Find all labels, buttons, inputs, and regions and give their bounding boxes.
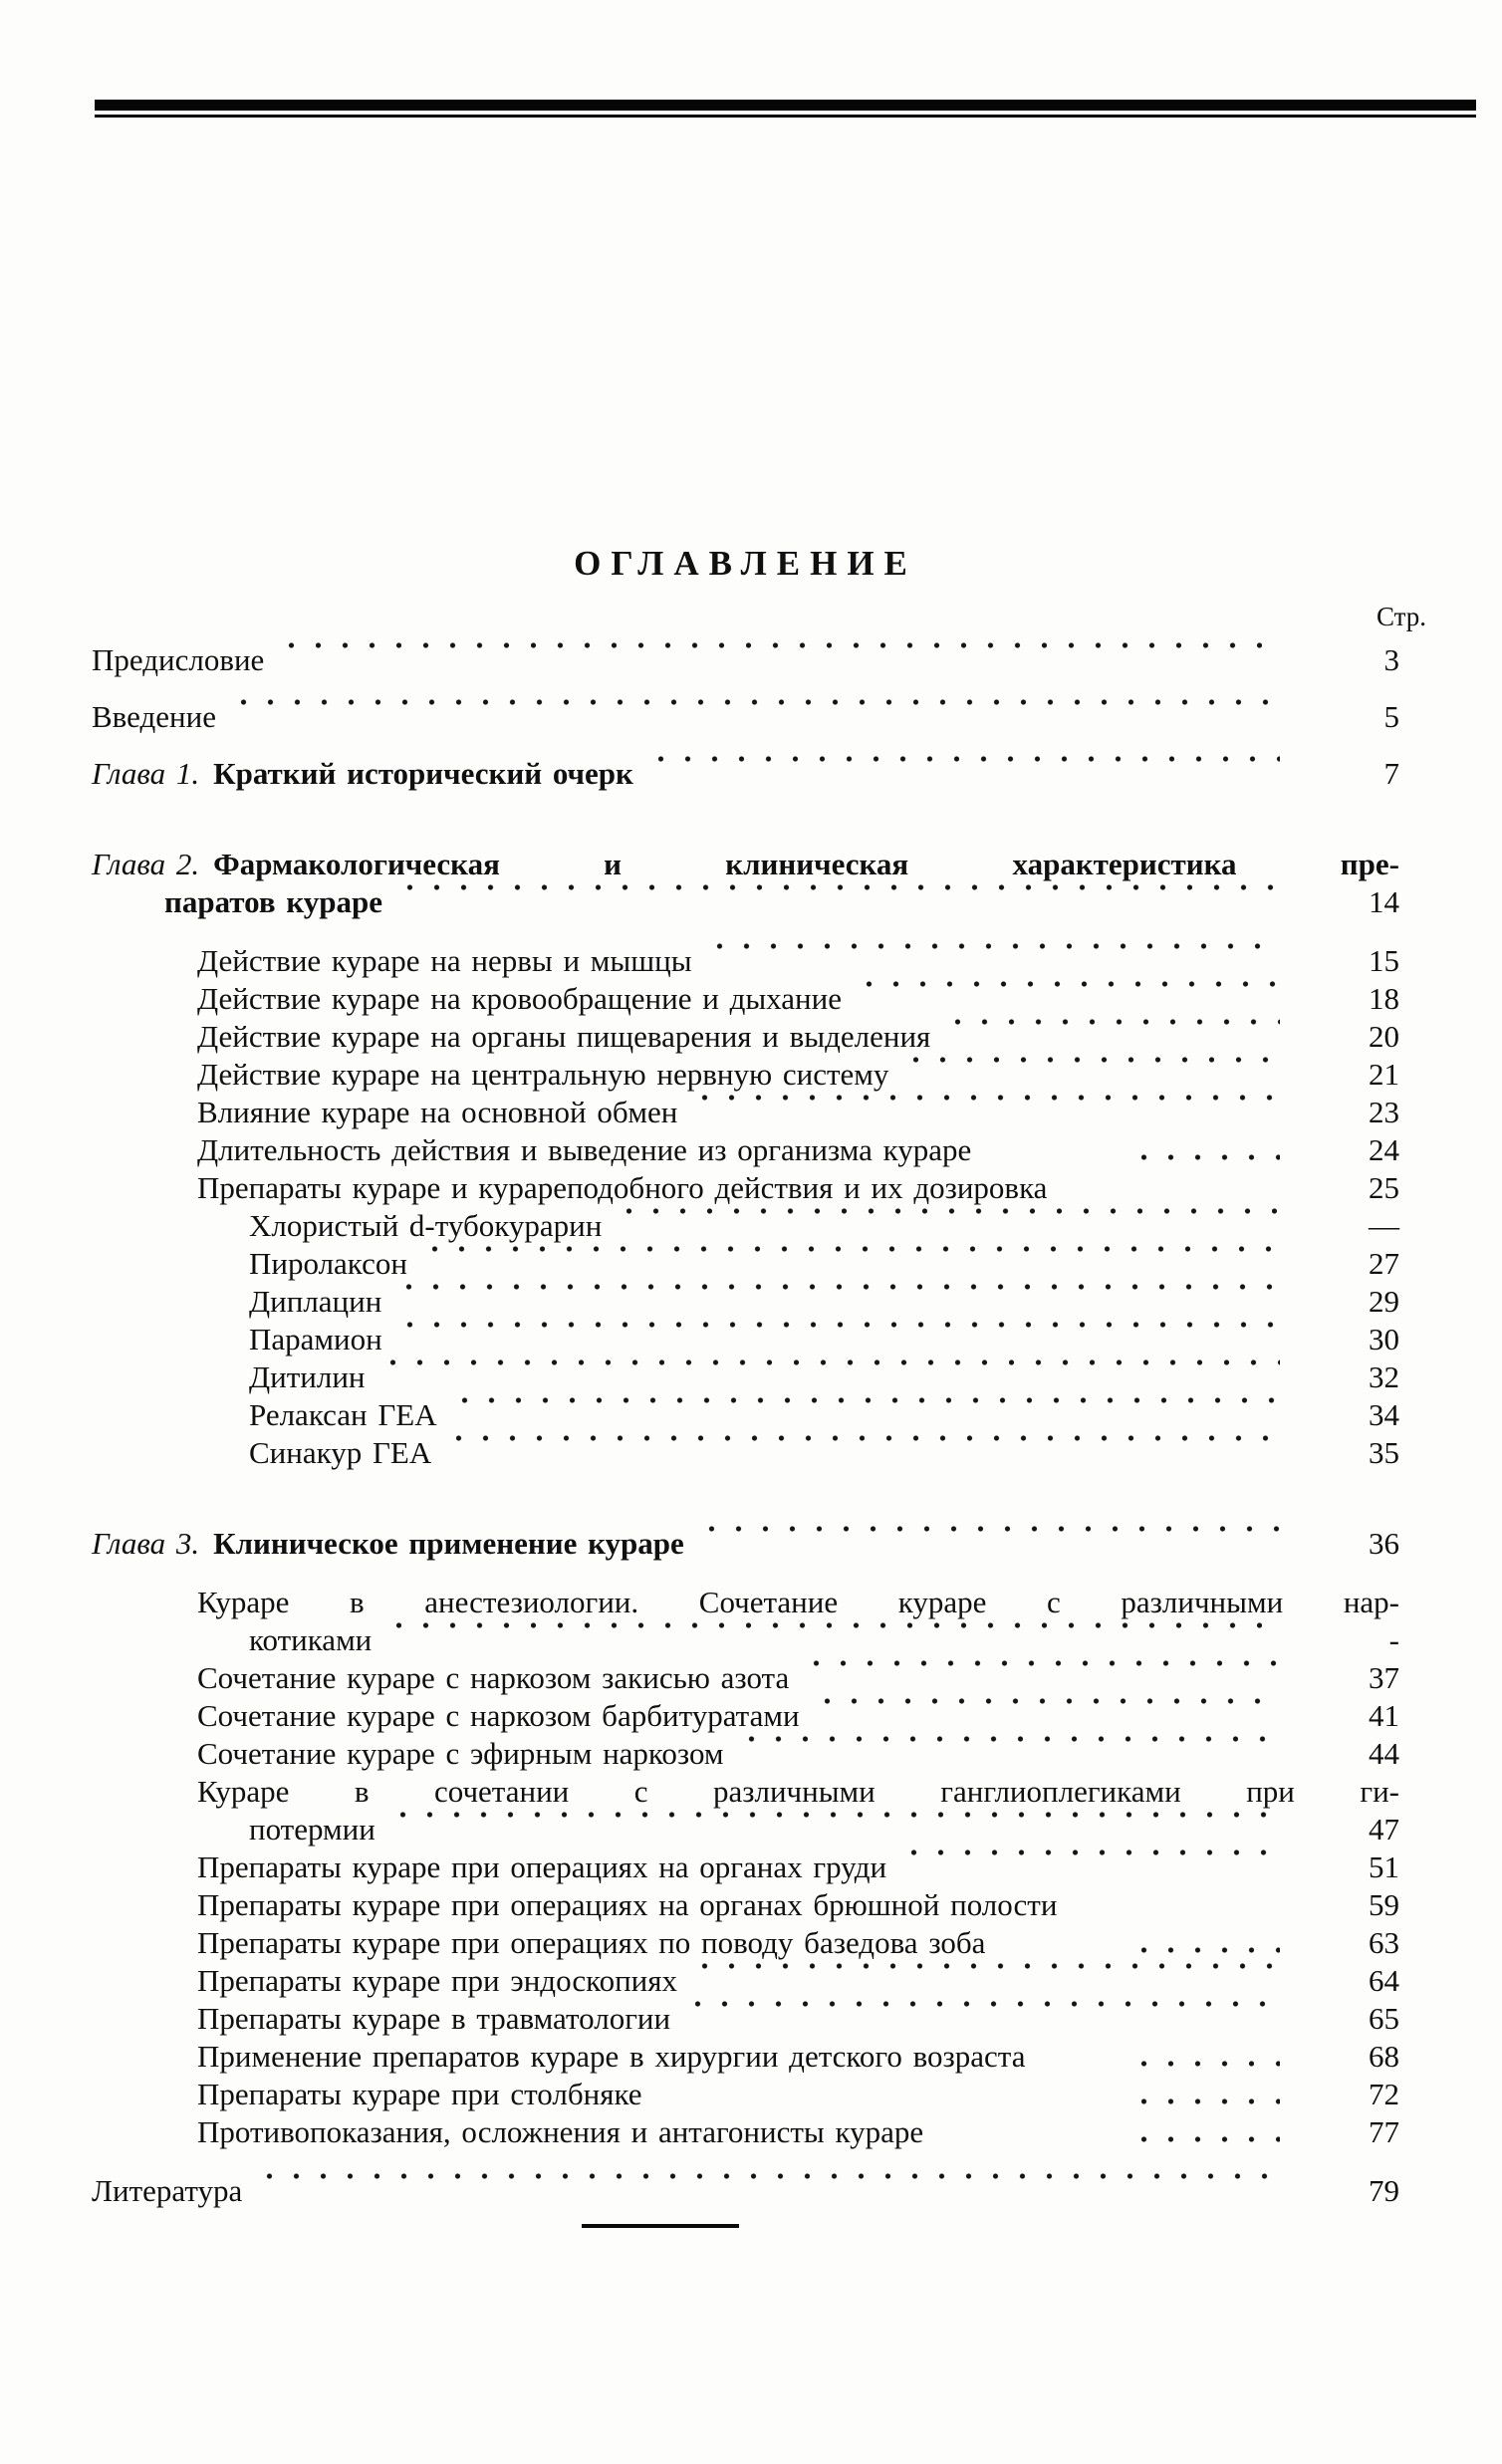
- entry-title: Действие кураре на органы пищеварения и выделения: [197, 1019, 931, 1054]
- toc-row: [92, 1131, 1399, 1169]
- page-number: 27: [1369, 1246, 1399, 1281]
- entry-title: Дитилин: [249, 1359, 366, 1394]
- entry-title: Фармакологическая и клиническая характеристика пре-: [213, 847, 1399, 881]
- page-number: 37: [1369, 1660, 1399, 1695]
- page-number: -: [1388, 1622, 1399, 1657]
- dot-leader: [706, 942, 1280, 980]
- toc-row: [92, 1358, 1399, 1396]
- toc-row: [92, 980, 1399, 1018]
- entry-title: Предисловие: [92, 642, 265, 677]
- page-number: 36: [1369, 1526, 1399, 1561]
- page-number: 15: [1369, 943, 1399, 978]
- page-number: 20: [1369, 1019, 1399, 1054]
- toc-row: [92, 1283, 1399, 1321]
- entry-title: Препараты кураре в травматологии: [197, 2001, 671, 2036]
- toc-row: [92, 1621, 1399, 1659]
- entry-title: Препараты кураре при операциях на органах груди: [197, 1849, 887, 1884]
- entry-title: Препараты кураре при столбняке: [197, 2077, 642, 2111]
- toc-entries: [92, 641, 1399, 2210]
- page-number: 3: [1383, 642, 1399, 677]
- dot-leader: [684, 2000, 1280, 2038]
- page-number: 77: [1369, 2114, 1399, 2149]
- page-number: 41: [1369, 1698, 1399, 1733]
- dot-leader: [944, 1018, 1280, 1056]
- dot-leader: [395, 1283, 1280, 1321]
- dot-leader: [451, 1396, 1280, 1434]
- toc-row: [92, 883, 1399, 921]
- dot-leader: [803, 1659, 1280, 1697]
- entry-title: Краткий исторический очерк: [213, 756, 633, 791]
- entry-title: Препараты кураре при эндоскопиях: [197, 1963, 678, 1998]
- dot-leader: [902, 1056, 1280, 1094]
- entry-title: Сочетание кураре с наркозом барбитуратами: [197, 1698, 800, 1733]
- entry-title: Препараты кураре и курареподобного действия и их дозировка: [197, 1170, 1048, 1205]
- entry-title: Сочетание кураре с наркозом закисью азота: [197, 1660, 790, 1695]
- page-number: 32: [1369, 1359, 1399, 1394]
- dot-leader: [396, 1321, 1280, 1358]
- entry-title: котиками: [249, 1622, 373, 1657]
- dot-leader: [985, 1131, 1280, 1169]
- dot-leader: [230, 698, 1280, 736]
- toc-row: [92, 698, 1399, 736]
- entry-title: Препараты кураре при операциях по поводу базедова зоба: [197, 1925, 986, 1960]
- dot-leader: [421, 1245, 1280, 1283]
- toc-row: [92, 2113, 1399, 2151]
- top-rule-thin-bar: [95, 115, 1476, 118]
- dot-leader: [814, 1697, 1280, 1735]
- toc-row: [92, 1773, 1399, 1811]
- page-number: 34: [1369, 1397, 1399, 1432]
- entry-title: Применение препаратов кураре в хирургии детского возраста: [197, 2039, 1026, 2074]
- dot-leader: [937, 2113, 1280, 2151]
- dot-leader: [396, 883, 1280, 921]
- dot-leader: [738, 1735, 1280, 1773]
- page-number: 59: [1369, 1887, 1399, 1922]
- entry-title: Действие кураре на нервы и мышцы: [197, 943, 692, 978]
- entry-title: Клиническое применение кураре: [213, 1526, 684, 1561]
- toc-row: [92, 1811, 1399, 1848]
- page-number: 35: [1369, 1435, 1399, 1470]
- page-number: 5: [1383, 699, 1399, 734]
- toc-row: [92, 1584, 1399, 1621]
- toc-row: [92, 1924, 1399, 1962]
- page-number: 14: [1369, 884, 1399, 919]
- toc-row: [92, 1434, 1399, 1472]
- chapter-number-prefix: Глава 3.: [92, 1526, 200, 1561]
- dot-leader: [691, 1094, 1280, 1131]
- toc-row: [92, 1207, 1399, 1245]
- toc-row: [92, 942, 1399, 980]
- entry-title: Действие кураре на кровообращение и дыхание: [197, 981, 842, 1016]
- page-column-header: Стр.: [1376, 602, 1426, 631]
- entry-title: Действие кураре на центральную нервную систему: [197, 1057, 889, 1092]
- dot-leader: [278, 641, 1280, 679]
- toc-chapter-row: [92, 755, 1399, 793]
- dot-leader: [379, 1358, 1280, 1396]
- bottom-rule: [582, 2224, 739, 2228]
- toc-chapter-row: [92, 1525, 1399, 1563]
- toc-row: [92, 1659, 1399, 1697]
- page-number: 64: [1369, 1963, 1399, 1998]
- toc-row: [92, 1169, 1399, 1207]
- page-title: ОГЛАВЛЕНИЕ: [574, 544, 917, 583]
- page-number: 44: [1369, 1736, 1399, 1771]
- dot-leader: [445, 1434, 1280, 1472]
- entry-title: Кураре в анестезиологии. Сочетание кураре с различными нар-: [197, 1585, 1399, 1619]
- entry-title: Противопоказания, осложнения и антагонисты кураре: [197, 2114, 924, 2149]
- toc-row: [92, 1886, 1399, 1924]
- entry-title: Препараты кураре при операциях на органах брюшной полости: [197, 1887, 1058, 1922]
- entry-title: Длительность действия и выведение из организма кураре: [197, 1132, 972, 1167]
- toc-row: [92, 1018, 1399, 1056]
- entry-title: Пиролаксон: [249, 1246, 407, 1281]
- entry-title: Релаксан ГЕА: [249, 1397, 437, 1432]
- page-number: 18: [1369, 981, 1399, 1016]
- page-number: 21: [1369, 1057, 1399, 1092]
- entry-title: Хлористый d-тубокурарин: [249, 1208, 603, 1243]
- dot-leader: [900, 1848, 1280, 1886]
- dot-leader: [1061, 1169, 1280, 1207]
- entry-title: Диплацин: [249, 1284, 382, 1319]
- toc-row: [92, 1396, 1399, 1434]
- page-number: 23: [1369, 1095, 1399, 1129]
- page-number: 47: [1369, 1812, 1399, 1847]
- dot-leader: [698, 1525, 1280, 1563]
- dot-leader: [691, 1962, 1280, 2000]
- entry-title: паратов кураре: [164, 884, 383, 919]
- chapter-number-prefix: Глава 1.: [92, 756, 200, 791]
- toc-row: [92, 1245, 1399, 1283]
- chapter-number-prefix: Глава 2.: [92, 847, 200, 881]
- toc-row: [92, 2000, 1399, 2038]
- entry-title: Сочетание кураре с эфирным наркозом: [197, 1736, 724, 1771]
- toc-row: [92, 1735, 1399, 1773]
- scanned-book-page: [0, 100, 1502, 2464]
- page-number: —: [1369, 1208, 1399, 1243]
- entry-title: Литература: [92, 2173, 243, 2208]
- page-number: 79: [1369, 2173, 1399, 2208]
- dot-leader: [647, 755, 1280, 793]
- table-of-contents: [92, 544, 1426, 2228]
- dot-leader: [256, 2172, 1280, 2210]
- toc-row: [92, 1321, 1399, 1358]
- top-rule-thick-bar: [95, 100, 1476, 111]
- dot-leader: [1071, 1886, 1280, 1924]
- page-number: 29: [1369, 1284, 1399, 1319]
- toc-chapter-row: [92, 846, 1399, 883]
- toc-row: [92, 1697, 1399, 1735]
- dot-leader: [385, 1621, 1280, 1659]
- page-number: 63: [1369, 1925, 1399, 1960]
- toc-row: [92, 2038, 1399, 2076]
- entry-title: Кураре в сочетании с различными ганглиоплегиками при ги-: [197, 1774, 1399, 1809]
- toc-row: [92, 1094, 1399, 1131]
- toc-row: [92, 2172, 1399, 2210]
- page-number: 7: [1383, 756, 1399, 791]
- page-number: 30: [1369, 1322, 1399, 1356]
- dot-leader: [656, 2076, 1280, 2113]
- entry-title: Влияние кураре на основной обмен: [197, 1095, 678, 1129]
- entry-title: потермии: [249, 1812, 376, 1847]
- dot-leader: [1039, 2038, 1280, 2076]
- toc-row: [92, 2076, 1399, 2113]
- dot-leader: [389, 1811, 1280, 1848]
- toc-row: [92, 641, 1399, 679]
- toc-row: [92, 1962, 1399, 2000]
- toc-row: [92, 1056, 1399, 1094]
- page-number: 51: [1369, 1849, 1399, 1884]
- toc-row: [92, 1848, 1399, 1886]
- entry-title: Введение: [92, 699, 216, 734]
- top-double-rule: [95, 100, 1476, 118]
- dot-leader: [999, 1924, 1280, 1962]
- dot-leader: [616, 1207, 1280, 1245]
- page-number: 72: [1369, 2077, 1399, 2111]
- page-number: 65: [1369, 2001, 1399, 2036]
- page-number: 68: [1369, 2039, 1399, 2074]
- page-number: 25: [1369, 1170, 1399, 1205]
- entry-title: Синакур ГЕА: [249, 1435, 432, 1470]
- page-number: 24: [1369, 1132, 1399, 1167]
- entry-title: Парамион: [249, 1322, 382, 1356]
- dot-leader: [856, 980, 1280, 1018]
